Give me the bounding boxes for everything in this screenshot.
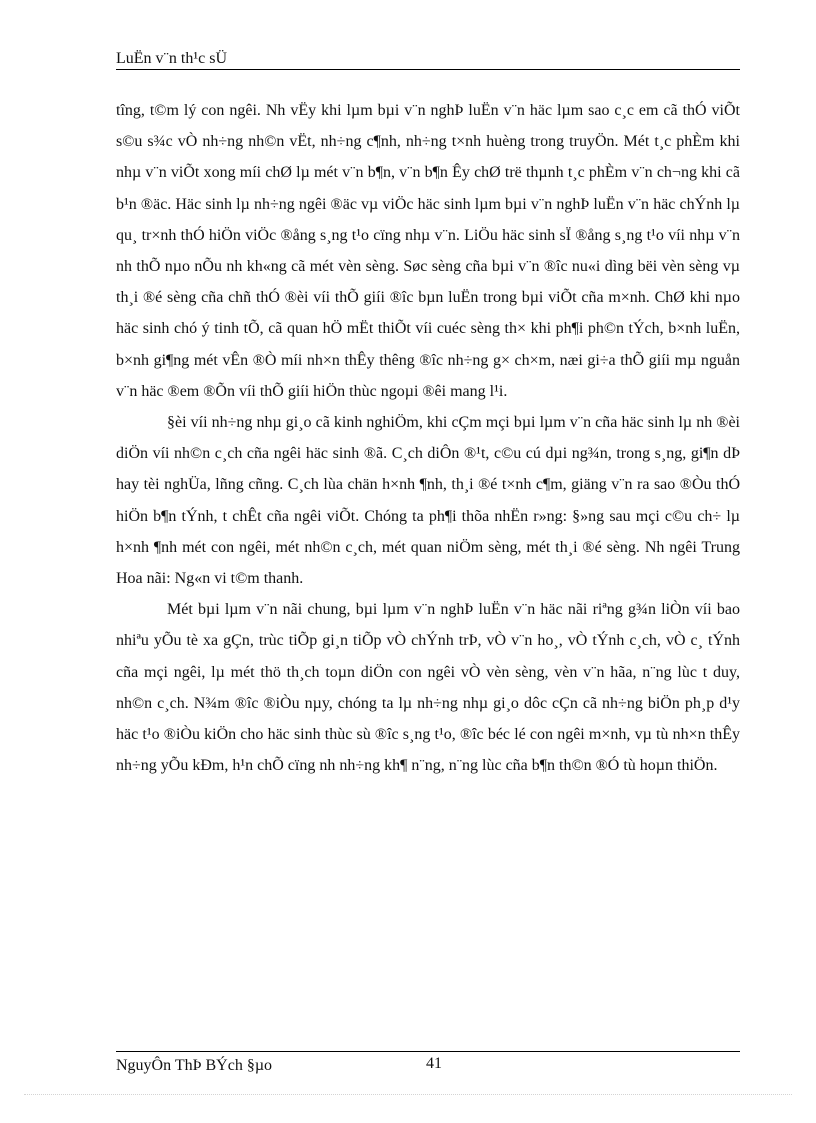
header-divider — [116, 69, 740, 70]
page-bottom-border — [24, 1094, 792, 1095]
main-text — [116, 95, 740, 781]
paragraph-1: tîng, t©m lý con ngêi. Nh vËy khi lµm bµi v¨n nghÞ luËn v¨n häc lµm sao c¸c em cã thÓ viÕt s©u s¾c vÒ nh÷ng nh©n vËt, nh÷ng c¶nh, nh÷ng t×nh huèng trong truyÖn. Mét t¸c phÈm khi nhµ v¨n viÕt xong míi chØ lµ mét v¨n b¶n, v¨n b¶n Êy chØ trë thµnh t¸c phÈm v¨n ch¬ng khi cã b¹n ®äc. Häc sinh lµ nh÷ng ngêi ®äc vµ viÖc häc sinh lµm bµi v¨n nghÞ luËn v¨n häc chÝnh lµ qu¸ tr×nh thÓ hiÖn viÖc ®ång s¸ng t¹o cïng nhµ v¨n. LiÖu häc sinh sÏ ®ång s¸ng t¹o víi nhµ v¨n nh thÕ nµo nÕu nh kh«ng cã mét vèn sèng. Søc sèng cña bµi v¨n ®îc nu«i dìng bëi vèn sèng vµ th¸i ®é sèng cña chñ thÓ ®èi víi thÕ giíi ®îc bµn luËn trong bµi viÕt cña m×nh. ChØ khi nµo häc sinh chó ý tinh tÕ, cã quan hÖ mËt thiÕt víi cuéc sèng th× khi ph¶i ph©n tÝch, b×nh luËn, b×nh gi¶ng mét vÊn ®Ò míi nh×n thÊy thêng ®îc nh÷ng g× ch×m, næi gi÷a thÕ giíi mµ nguån v¨n häc ®em ®Õn víi thÕ giíi hiÖn thùc ngoµi ®êi mang l¹i. — [116, 102, 740, 400]
paragraph-3: Mét bµi lµm v¨n nãi chung, bµi lµm v¨n nghÞ luËn v¨n häc nãi riªng g¾n liÒn víi bao nhiªu yÕu tè xa gÇn, trùc tiÕp gi¸n tiÕp vÒ chÝnh trÞ, vÒ v¨n ho¸, vÒ tÝnh c¸ch, vÒ c¸ tÝnh cña mçi ngêi, lµ mét thö th¸ch toµn diÖn con ngêi vÒ vèn sèng, vèn v¨n hãa, n¨ng lùc t duy, nh©n c¸ch. N¾m ®îc ®iÒu nµy, chóng ta lµ nh÷ng nhµ gi¸o dôc cÇn cã nh÷ng biÖn ph¸p d¹y häc t¹o ®iÒu kiÖn cho häc sinh thùc sù ®îc s¸ng t¹o, ®îc béc lé con ngêi m×nh, vµ tù nh×n thÊy nh÷ng yÕu kÐm, h¹n chÕ cïng nh nh÷ng kh¶ n¨ng, n¨ng lùc cña b¶n th©n ®Ó tù hoµn thiÖn. — [116, 601, 740, 775]
running-header: LuËn v¨n th¹c sÜ — [116, 50, 227, 67]
footer-author: NguyÔn ThÞ BÝch §µo — [116, 1057, 273, 1074]
footer-divider — [116, 1051, 740, 1052]
page-number: 41 — [426, 1055, 442, 1072]
paragraph-2: §èi víi nh÷ng nhµ gi¸o cã kinh nghiÖm, khi cÇm mçi bµi lµm v¨n cña häc sinh lµ nh ®èi diÖn víi nh©n c¸ch cña ngêi häc sinh ®ã. C¸ch diÔn ®¹t, c©u cú dµi ng¾n, trong s¸ng, gi¶n dÞ hay tèi nghÜa, lñng cñng. C¸ch lùa chän h×nh ¶nh, th¸i ®é t×nh c¶m, giäng v¨n ra sao ®Òu thÓ hiÖn b¶n tÝnh, t chÊt cña ngêi viÕt. Chóng ta ph¶i thõa nhËn r»ng: §»ng sau mçi c©u ch÷ lµ h×nh ¶nh mét con ngêi, mét nh©n c¸ch, mét quan niÖm sèng, mét th¸i ®é sèng. Nh ngêi Trung Hoa nãi: Ng«n vi t©m thanh. — [116, 414, 740, 588]
